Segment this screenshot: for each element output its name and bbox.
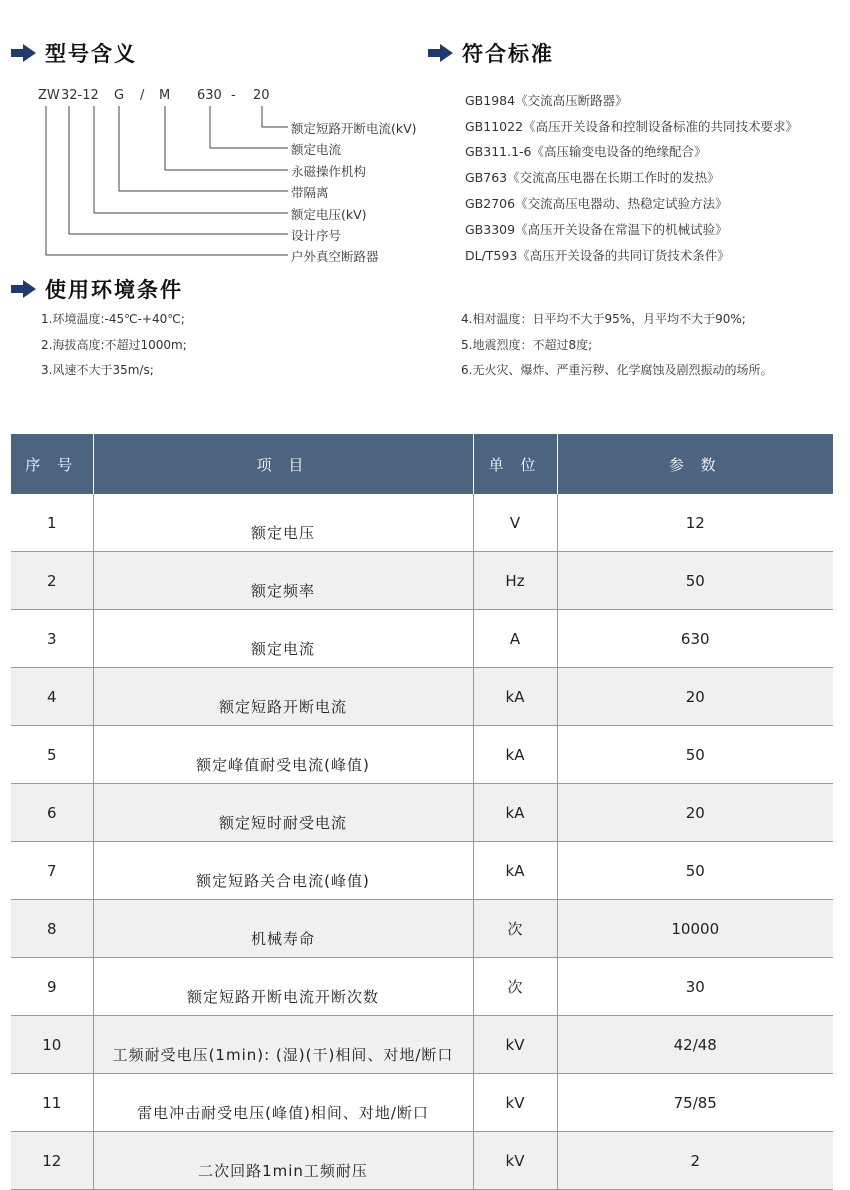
env-condition: 1.环境温度:-45℃-+40℃;	[41, 312, 185, 326]
row-item: 工频耐受电压(1min): (湿)(干)相间、对地/断口	[93, 1016, 473, 1074]
env-condition: 5.地震烈度：不超过8度;	[461, 338, 593, 352]
row-value: 50	[557, 552, 833, 610]
header-no: 序 号	[11, 434, 93, 494]
code-breaking: 20	[253, 88, 270, 103]
env-condition: 2.海拔高度:不超过1000m;	[41, 338, 187, 352]
code-mechanism: M	[159, 88, 171, 103]
row-no: 4	[11, 668, 93, 726]
table-row	[11, 552, 833, 610]
standard-item: GB3309《高压开关设备在常温下的机械试验》	[465, 222, 728, 237]
row-unit: kA	[473, 668, 557, 726]
row-unit: 次	[473, 900, 557, 958]
row-item: 额定电压	[93, 494, 473, 552]
header-item: 项 目	[93, 434, 473, 494]
row-item: 额定峰值耐受电流(峰值)	[93, 726, 473, 784]
row-value: 75/85	[557, 1074, 833, 1132]
table-row	[11, 1016, 833, 1074]
row-item: 额定频率	[93, 552, 473, 610]
env-condition: 6.无火灾、爆炸、严重污秽、化学腐蚀及剧烈振动的场所。	[461, 363, 773, 377]
row-item: 额定短路关合电流(峰值)	[93, 842, 473, 900]
standard-item: GB311.1-6《高压输变电设备的绝缘配合》	[465, 144, 707, 159]
code-slash: /	[140, 88, 145, 103]
table-row	[11, 1132, 833, 1190]
row-unit: kA	[473, 784, 557, 842]
meaning-mechanism: 永磁操作机构	[291, 164, 367, 179]
env-condition: 3.风速不大于35m/s;	[41, 363, 154, 377]
row-unit: A	[473, 610, 557, 668]
row-value: 10000	[557, 900, 833, 958]
standard-item: GB11022《高压开关设备和控制设备标准的共同技术要求》	[465, 119, 799, 134]
table-row	[11, 842, 833, 900]
arrow-right-icon	[11, 43, 37, 63]
row-value: 12	[557, 494, 833, 552]
table-row	[11, 784, 833, 842]
row-value: 50	[557, 842, 833, 900]
table-header-row	[11, 434, 833, 494]
row-item: 额定短路开断电流	[93, 668, 473, 726]
standards-title: 符合标准	[462, 42, 554, 66]
model-meaning-title: 型号含义	[45, 42, 137, 66]
row-item: 额定短时耐受电流	[93, 784, 473, 842]
row-no: 1	[11, 494, 93, 552]
row-no: 3	[11, 610, 93, 668]
standards-header	[428, 38, 554, 68]
table-row	[11, 900, 833, 958]
row-value: 630	[557, 610, 833, 668]
row-no: 7	[11, 842, 93, 900]
row-item: 机械寿命	[93, 900, 473, 958]
env-condition: 4.相对温度：日平均不大于95%，月平均不大于90%;	[461, 312, 746, 326]
row-unit: Hz	[473, 552, 557, 610]
meaning-rated-current: 额定电流	[291, 142, 342, 157]
meaning-breaking-current: 额定短路开断电流(kV)	[291, 121, 417, 136]
standard-item: GB763《交流高压电器在长期工作时的发热》	[465, 170, 720, 185]
row-no: 5	[11, 726, 93, 784]
row-value: 20	[557, 784, 833, 842]
table-row	[11, 668, 833, 726]
row-unit: kV	[473, 1132, 557, 1190]
row-no: 11	[11, 1074, 93, 1132]
row-unit: kV	[473, 1074, 557, 1132]
code-isolation: G	[114, 88, 125, 103]
table-row	[11, 494, 833, 552]
row-value: 30	[557, 958, 833, 1016]
table-row	[11, 1074, 833, 1132]
row-item: 额定短路开断电流开断次数	[93, 958, 473, 1016]
row-unit: kA	[473, 842, 557, 900]
row-value: 20	[557, 668, 833, 726]
row-value: 42/48	[557, 1016, 833, 1074]
code-dash: -	[231, 88, 236, 103]
code-design-rating: 32-12	[61, 88, 99, 103]
row-value: 50	[557, 726, 833, 784]
meaning-isolation: 带隔离	[291, 185, 329, 200]
code-prefix: ZW	[38, 88, 60, 103]
row-item: 额定电流	[93, 610, 473, 668]
row-no: 2	[11, 552, 93, 610]
standard-item: GB1984《交流高压断路器》	[465, 93, 628, 108]
row-no: 8	[11, 900, 93, 958]
code-current: 630	[197, 88, 222, 103]
row-unit: kA	[473, 726, 557, 784]
standard-item: DL/T593《高压开关设备的共同订货技术条件》	[465, 248, 730, 263]
arrow-right-icon	[428, 43, 454, 63]
row-unit: kV	[473, 1016, 557, 1074]
model-meaning-header	[11, 38, 137, 68]
row-item: 二次回路1min工频耐压	[93, 1132, 473, 1190]
meaning-type: 户外真空断路器	[291, 249, 379, 264]
row-no: 10	[11, 1016, 93, 1074]
standard-item: GB2706《交流高压电器动、热稳定试验方法》	[465, 196, 728, 211]
meaning-design-no: 设计序号	[291, 228, 342, 243]
header-unit: 单 位	[473, 434, 557, 494]
spec-table	[11, 434, 833, 1190]
environment-title: 使用环境条件	[45, 278, 183, 302]
table-row	[11, 958, 833, 1016]
row-value: 2	[557, 1132, 833, 1190]
meaning-rated-voltage: 额定电压(kV)	[291, 207, 367, 222]
row-item: 雷电冲击耐受电压(峰值)相间、对地/断口	[93, 1074, 473, 1132]
table-row	[11, 610, 833, 668]
table-row	[11, 726, 833, 784]
arrow-right-icon	[11, 279, 37, 299]
row-unit: V	[473, 494, 557, 552]
row-no: 9	[11, 958, 93, 1016]
row-unit: 次	[473, 958, 557, 1016]
row-no: 12	[11, 1132, 93, 1190]
environment-header	[11, 274, 183, 304]
row-no: 6	[11, 784, 93, 842]
header-value: 参 数	[557, 434, 833, 494]
